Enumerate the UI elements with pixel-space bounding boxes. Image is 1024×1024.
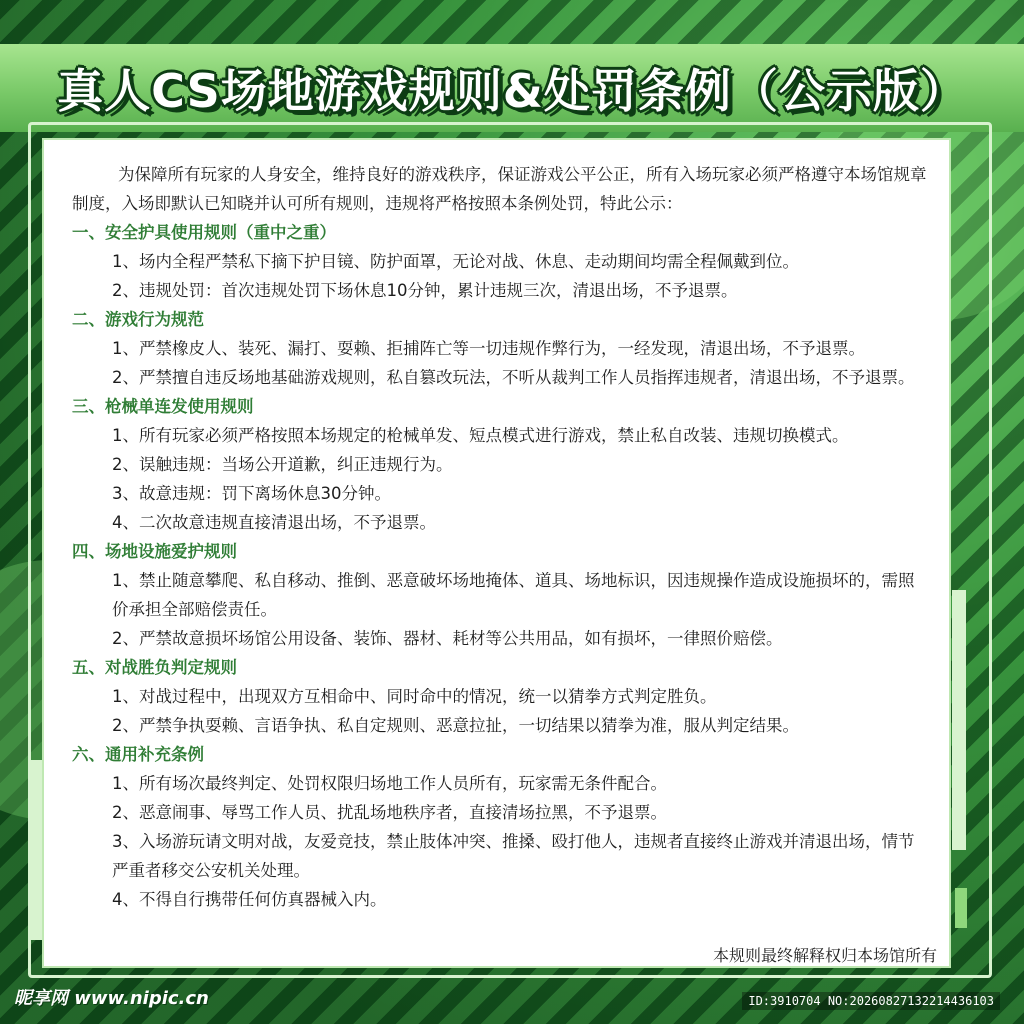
rule-item: 1、禁止随意攀爬、私自移动、推倒、恶意破坏场地掩体、道具、场地标识，因违规操作造成设施损坏的，需照价承担全部赔偿责任。 <box>112 571 915 619</box>
rule-item: 1、对战过程中，出现双方互相命中、同时命中的情况，统一以猜拳方式判定胜负。 <box>112 687 717 706</box>
section-heading: 五、对战胜负判定规则 <box>72 658 237 677</box>
frame-tab-right-small <box>955 888 967 928</box>
page-title: 真人CS场地游戏规则&处罚条例（公示版） <box>57 64 967 118</box>
intro-paragraph: 为保障所有玩家的人身安全，维持良好的游戏秩序，保证游戏公平公正，所有入场玩家必须严格遵守本场馆规章制度，入场即默认已知晓并认可所有规则，违规将严格按照本条例处罚，特此公示： <box>72 165 927 213</box>
section-heading: 一、安全护具使用规则（重中之重） <box>72 223 336 242</box>
footer-note: 本规则最终解释权归本场馆所有 <box>712 946 937 965</box>
section-heading: 六、通用补充条例 <box>72 745 204 764</box>
watermark-logo: 昵享网 www.nipic.cn <box>14 988 209 1009</box>
rule-item: 3、故意违规：罚下离场休息30分钟。 <box>112 484 391 503</box>
section-heading: 四、场地设施爱护规则 <box>72 542 237 561</box>
watermark-id: ID:3910704 NO:20260827132214436103 <box>742 992 1000 1010</box>
frame-tab-right <box>952 590 966 850</box>
rule-item: 2、严禁擅自违反场地基础游戏规则，私自篡改玩法，不听从裁判工作人员指挥违规者，清退出场，不予退票。 <box>112 368 915 387</box>
rule-item: 3、入场游玩请文明对战，友爱竞技，禁止肢体冲突、推搡、殴打他人，违规者直接终止游戏并清退出场，情节严重者移交公安机关处理。 <box>112 832 915 880</box>
rule-item: 2、严禁争执耍赖、言语争执、私自定规则、恶意拉扯，一切结果以猜拳为准，服从判定结果。 <box>112 716 799 735</box>
rule-item: 4、不得自行携带任何仿真器械入内。 <box>112 890 387 909</box>
rule-item: 2、误触违规：当场公开道歉，纠正违规行为。 <box>112 455 453 474</box>
frame-tab-left <box>30 760 42 940</box>
rules-panel <box>42 138 951 968</box>
rule-item: 2、违规处罚：首次违规处罚下场休息10分钟，累计违规三次，清退出场，不予退票。 <box>112 281 738 300</box>
section-heading: 二、游戏行为规范 <box>72 310 204 329</box>
rule-item: 1、所有场次最终判定、处罚权限归场地工作人员所有，玩家需无条件配合。 <box>112 774 667 793</box>
rule-item: 4、二次故意违规直接清退出场，不予退票。 <box>112 513 436 532</box>
rule-item: 2、恶意闹事、辱骂工作人员、扰乱场地秩序者，直接清场拉黑，不予退票。 <box>112 803 667 822</box>
section-heading: 三、枪械单连发使用规则 <box>72 397 254 416</box>
rule-item: 1、场内全程严禁私下摘下护目镜、防护面罩，无论对战、休息、走动期间均需全程佩戴到位。 <box>112 252 799 271</box>
rule-item: 1、所有玩家必须严格按照本场规定的枪械单发、短点模式进行游戏，禁止私自改装、违规切换模式。 <box>112 426 849 445</box>
title-banner <box>0 44 1024 132</box>
rule-item: 2、严禁故意损坏场馆公用设备、装饰、器材、耗材等公共用品，如有损坏，一律照价赔偿。 <box>112 629 783 648</box>
rule-item: 1、严禁橡皮人、装死、漏打、耍赖、拒捕阵亡等一切违规作弊行为，一经发现，清退出场，不予退票。 <box>112 339 865 358</box>
rules-content <box>44 140 949 914</box>
